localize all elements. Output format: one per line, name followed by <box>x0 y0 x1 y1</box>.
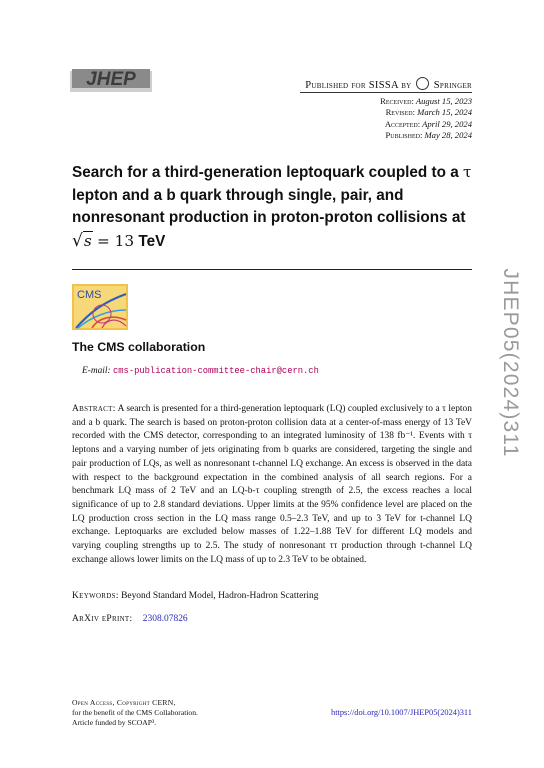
date-accepted: Accepted: April 29, 2024 <box>384 118 472 129</box>
doi-link[interactable]: https://doi.org/10.1007/JHEP05(2024)311 <box>331 708 472 717</box>
title-rule <box>72 269 472 270</box>
abstract-heading: Abstract: <box>72 404 116 414</box>
abstract-text: A search is presented for a third-generation leptoquark (LQ) coupled exclusively to a τ lepton and a b quark. The search is based on proton-proton collision data at a center-of-mass energy of 13 TeV recorded with the CMS detector, corresponding to an integrated luminosity of 138 fb⁻¹. Events with τ leptons and a varying number of jets originating from b quarks are considered, targeting the single and pair production of LQs, as well as nonresonant t-channel LQ exchange. An excess is observed in the data with respect to the background expectation in the combined analysis of all search regions. For a benchmark LQ mass of 2 TeV and an LQ-b-τ coupling strength of 2.5, the excess reaches a local significance of up to 2.8 standard deviations. Upper limits at the 95% confidence level are placed on the LQ production cross section in the LQ mass range 0.5–2.3 TeV, and up to 3 TeV for t-channel LQ exchange. Leptoquarks are excluded below masses of 1.22–1.88 TeV for different LQ models and varying coupling strengths up to 2.5. The study of nonresonant ττ production through t-channel LQ exchange allows lower limits on the LQ mass of up to 2.3 TeV to be obtained. <box>72 404 472 565</box>
keywords <box>72 591 472 601</box>
contact-email <box>82 366 319 376</box>
sidebar-article-id: JHEP05(2024)311 <box>499 268 522 458</box>
keywords-text: Beyond Standard Model, Hadron-Hadron Scattering <box>121 591 319 601</box>
cms-logo <box>72 284 128 330</box>
springer-horse-icon <box>416 77 429 90</box>
email-link[interactable]: cms-publication-committee-chair@cern.ch <box>112 366 319 376</box>
cms-logo-text: CMS <box>77 289 102 301</box>
email-label: E-mail: <box>82 366 111 376</box>
jhep-logo <box>70 68 152 92</box>
collaboration-name: The CMS collaboration <box>72 340 206 354</box>
publication-dates <box>330 96 472 141</box>
abstract <box>72 403 472 567</box>
publisher-name: Springer <box>433 80 472 91</box>
paper-title: Search for a third-generation leptoquark coupled to a τ lepton and a b quark through single, pair, and nonresonant production in proton-proton collisions at √s = 13 TeV <box>72 163 472 251</box>
date-published: Published: May 28, 2024 <box>385 129 472 140</box>
arxiv-heading: ArXiv ePrint: <box>72 614 133 624</box>
keywords-heading: Keywords: <box>72 591 119 601</box>
open-access-note: Open Access, Copyright CERN, for the benefit of the CMS Collaboration. Article funded by SCOAP³. <box>72 698 198 728</box>
date-revised: Revised: March 15, 2024 <box>385 107 472 118</box>
published-for-text: Published for SISSA by <box>305 80 412 91</box>
publisher-line <box>300 77 472 91</box>
arxiv-eprint <box>72 614 472 624</box>
publisher-rule <box>300 92 472 93</box>
logo-text: JHEP <box>86 69 136 90</box>
date-received: Received: August 15, 2023 <box>380 96 472 106</box>
arxiv-link[interactable]: 2308.07826 <box>142 614 188 624</box>
